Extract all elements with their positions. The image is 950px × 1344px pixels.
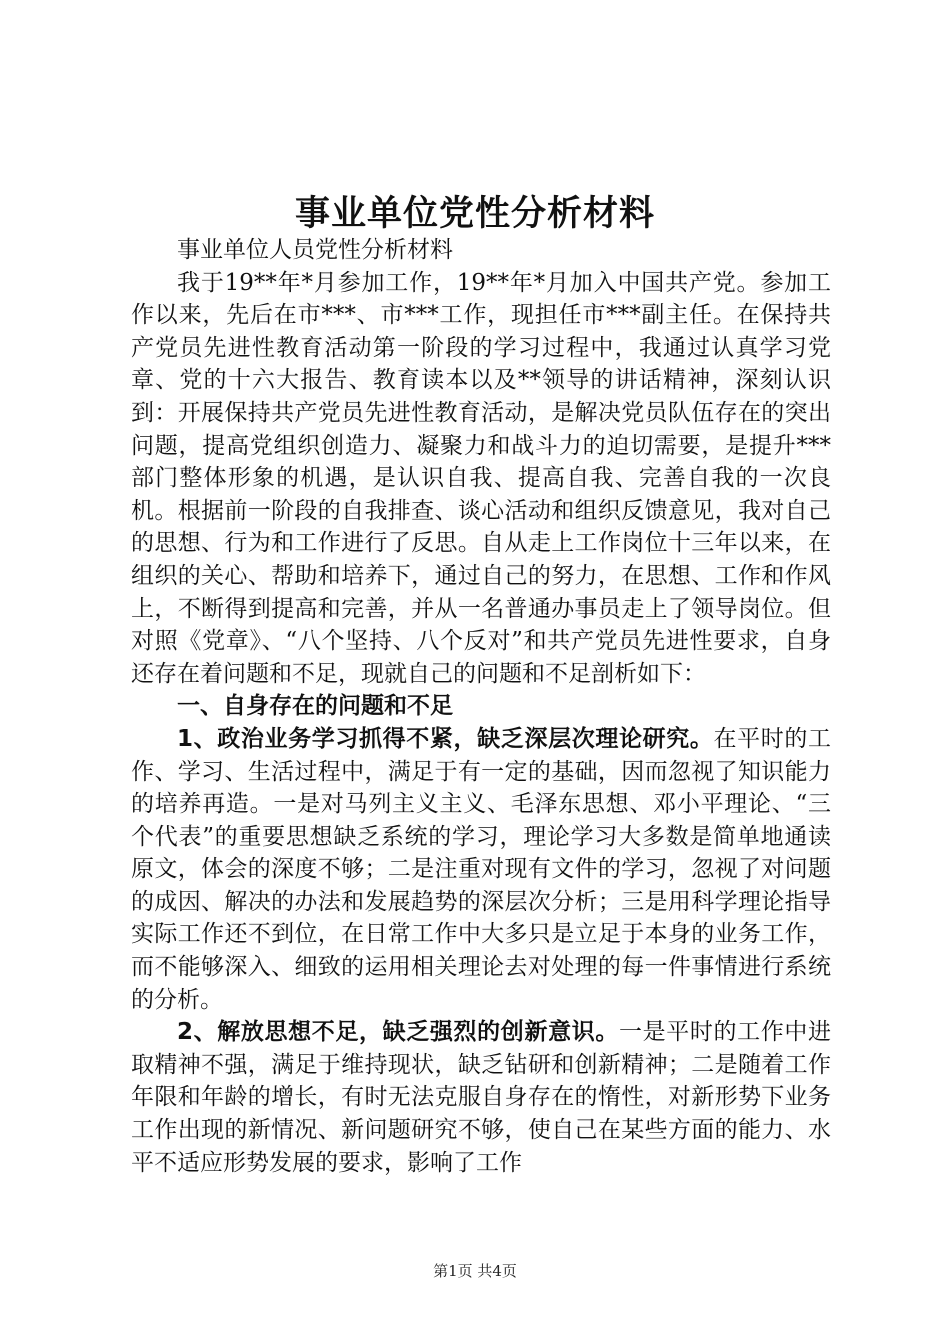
- item-2-paragraph: [131, 1016, 831, 1179]
- section-heading: 一、自身存在的问题和不足: [177, 693, 453, 720]
- document-title: 事业单位党性分析材料: [294, 194, 655, 234]
- item-2-lead: 2、解放思想不足，缺乏强烈的创新意识。: [177, 1019, 619, 1046]
- item-2-body: 一是平时的工作中进取精神不强，满足于维持现状，缺乏钻研和创新精神；二是随着工作年限和年龄的增长，有时无法克服自身存在的惰性，对新形势下业务工作出现的新情况、新问题研究不够，使自己在某些方面的能力、水平不适应形势发展的要求，影响了工作: [131, 1019, 832, 1176]
- item-1-paragraph: [131, 723, 831, 1016]
- page-footer: 第1页 共4页: [433, 1262, 517, 1280]
- document-subtitle: 事业单位人员党性分析材料: [177, 237, 453, 263]
- document-body: [131, 234, 831, 1179]
- intro-paragraph: 我于19**年*月参加工作，19**年*月加入中国共产党。参加工作以来，先后在市***、市***工作，现担任市***副主任。在保持共产党员先进性教育活动第一阶段的学习过程中，我通过认真学习党章、党的十六大报告、教育读本以及**领导的讲话精神，深刻认识到：开展保持共产党员先进性教育活动，是解决党员队伍存在的突出问题，提高党组织创造力、凝聚力和战斗力的迫切需要，是提升***部门整体形象的机遇，是认识自我、提高自我、完善自我的一次良机。根据前一阶段的自我排查、谈心活动和组织反馈意见，我对自己的思想、行为和工作进行了反思。自从走上工作岗位十三年以来，在组织的关心、帮助和培养下，通过自己的努力，在思想、工作和作风上，不断得到提高和完善，并从一名普通办事员走上了领导岗位。但对照《党章》、“八个坚持、八个反对”和共产党员先进性要求，自身还存在着问题和不足，现就自己的问题和不足剖析如下：: [131, 269, 831, 687]
- item-1-body: 在平时的工作、学习、生活过程中，满足于有一定的基础，因而忽视了知识能力的培养再造。一是对马列主义主义、毛泽东思想、邓小平理论、“三个代表”的重要思想缺乏系统的学习，理论学习大多数是简单地通读原文，体会的深度不够；二是注重对现有文件的学习，忽视了对问题的成因、解决的办法和发展趋势的深层次分析；三是用科学理论指导实际工作还不到位，在日常工作中大多只是立足于本身的业务工作，而不能够深入、细致的运用相关理论去对处理的每一件事情进行系统的分析。: [131, 725, 832, 1013]
- item-1-lead: 1、政治业务学习抓得不紧，缺乏深层次理论研究。: [177, 725, 714, 752]
